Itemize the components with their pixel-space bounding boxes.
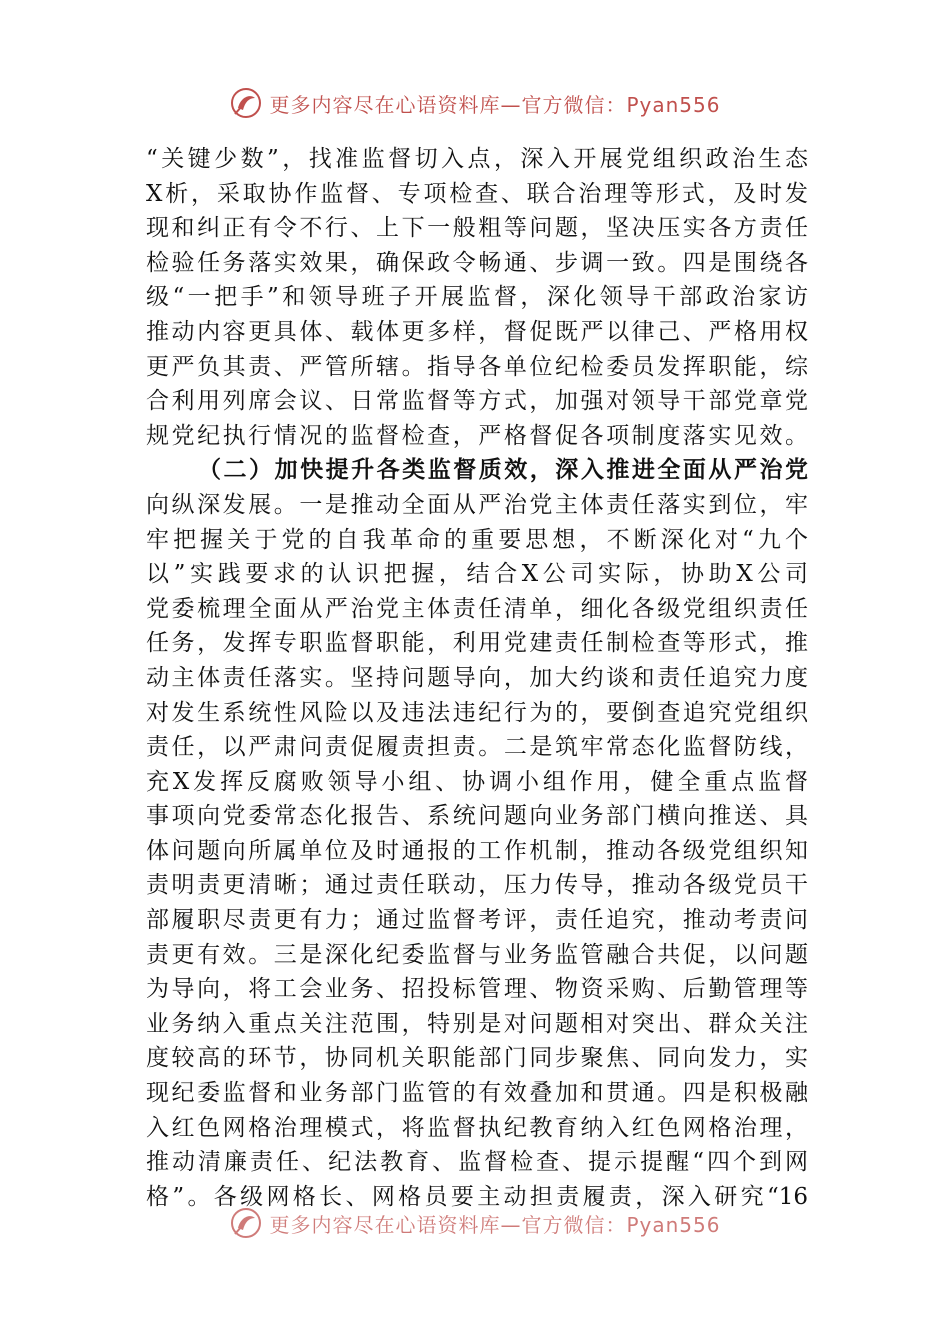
brand-logo-icon bbox=[229, 86, 263, 120]
text-line: 规党纪执行情况的监督检查，严格督促各项制度落实见效。 bbox=[146, 422, 808, 449]
section-heading-line: （二）加快提升各类监督质效，深入推进全面从严治党 bbox=[198, 456, 808, 484]
text-line: 入红色网格治理模式，将监督执纪教育纳入红色网格治理， bbox=[146, 1114, 808, 1141]
watermark-text: 更多内容尽在心语资料库—官方微信：Pyan556 bbox=[269, 1212, 721, 1237]
text-line: 更严负其责、严管所辖。指导各单位纪检委员发挥职能，综 bbox=[146, 353, 808, 380]
text-line: 动主体责任落实。坚持问题导向，加大约谈和责任追究力度 bbox=[146, 664, 808, 691]
text-line: 现纪委监督和业务部门监管的有效叠加和贯通。四是积极融 bbox=[146, 1080, 808, 1107]
text-line: “关键少数”，找准监督切入点，深入开展党组织政治生态 bbox=[146, 146, 808, 172]
text-line: 任务，发挥专职监督职能，利用党建责任制检查等形式，推 bbox=[146, 630, 808, 657]
footer-watermark bbox=[0, 1206, 950, 1240]
text-line: 业务纳入重点关注范围，特别是对问题相对突出、群众关注 bbox=[146, 1010, 808, 1037]
text-line: 部履职尽责更有力；通过监督考评，责任追究，推动考责问 bbox=[146, 907, 808, 934]
text-line: 党委梳理全面从严治党主体责任清单，细化各级党组织责任 bbox=[146, 595, 808, 622]
text-line: 级“一把手”和领导班子开展监督，深化领导干部政治家访 bbox=[146, 284, 808, 311]
text-line: 事项向党委常态化报告、系统问题向业务部门横向推送、具 bbox=[146, 803, 808, 830]
document-body bbox=[146, 142, 808, 1214]
text-line: 为导向，将工会业务、招投标管理、物资采购、后勤管理等 bbox=[146, 976, 808, 1003]
text-line: 责明责更清晰；通过责任联动，压力传导，推动各级党员干 bbox=[146, 872, 808, 899]
brand-logo-icon bbox=[229, 1206, 263, 1240]
watermark-text: 更多内容尽在心语资料库—官方微信：Pyan556 bbox=[269, 92, 721, 117]
text-line: 合利用列席会议、日常监督等方式，加强对领导干部党章党 bbox=[146, 388, 808, 415]
text-line: 检验任务落实效果，确保政令畅通、步调一致。四是围绕各 bbox=[146, 249, 808, 276]
text-line: 推动清廉责任、纪法教育、监督检查、提示提醒“四个到网 bbox=[146, 1149, 808, 1176]
text-line: 向纵深发展。一是推动全面从严治党主体责任落实到位，牢 bbox=[146, 491, 808, 518]
text-line: 体问题向所属单位及时通报的工作机制，推动各级党组织知 bbox=[146, 837, 808, 864]
header-watermark bbox=[0, 86, 950, 120]
text-line: 牢把握关于党的自我革命的重要思想，不断深化对“九个 bbox=[146, 526, 808, 553]
text-line: 推动内容更具体、载体更多样，督促既严以律己、严格用权 bbox=[146, 318, 808, 345]
text-line: 度较高的环节，协同机关职能部门同步聚焦、同向发力，实 bbox=[146, 1045, 808, 1072]
text-line: 责更有效。三是深化纪委监督与业务监管融合共促，以问题 bbox=[146, 941, 808, 968]
text-line: 对发生系统性风险以及违法违纪行为的，要倒查追究党组织 bbox=[146, 699, 808, 726]
text-line: 格”。各级网格长、网格员要主动担责履责，深入研究“16 bbox=[146, 1183, 808, 1210]
text-line: 以”实践要求的认识把握，结合X公司实际，协助X公司 bbox=[146, 561, 808, 588]
text-line: 责任，以严肃问责促履责担责。二是筑牢常态化监督防线， bbox=[146, 734, 808, 761]
text-line: 现和纠正有令不行、上下一般粗等问题，坚决压实各方责任 bbox=[146, 215, 808, 242]
text-line: X析，采取协作监督、专项检查、联合治理等形式，及时发 bbox=[146, 180, 808, 207]
text-line: 充X发挥反腐败领导小组、协调小组作用，健全重点监督 bbox=[146, 768, 808, 795]
